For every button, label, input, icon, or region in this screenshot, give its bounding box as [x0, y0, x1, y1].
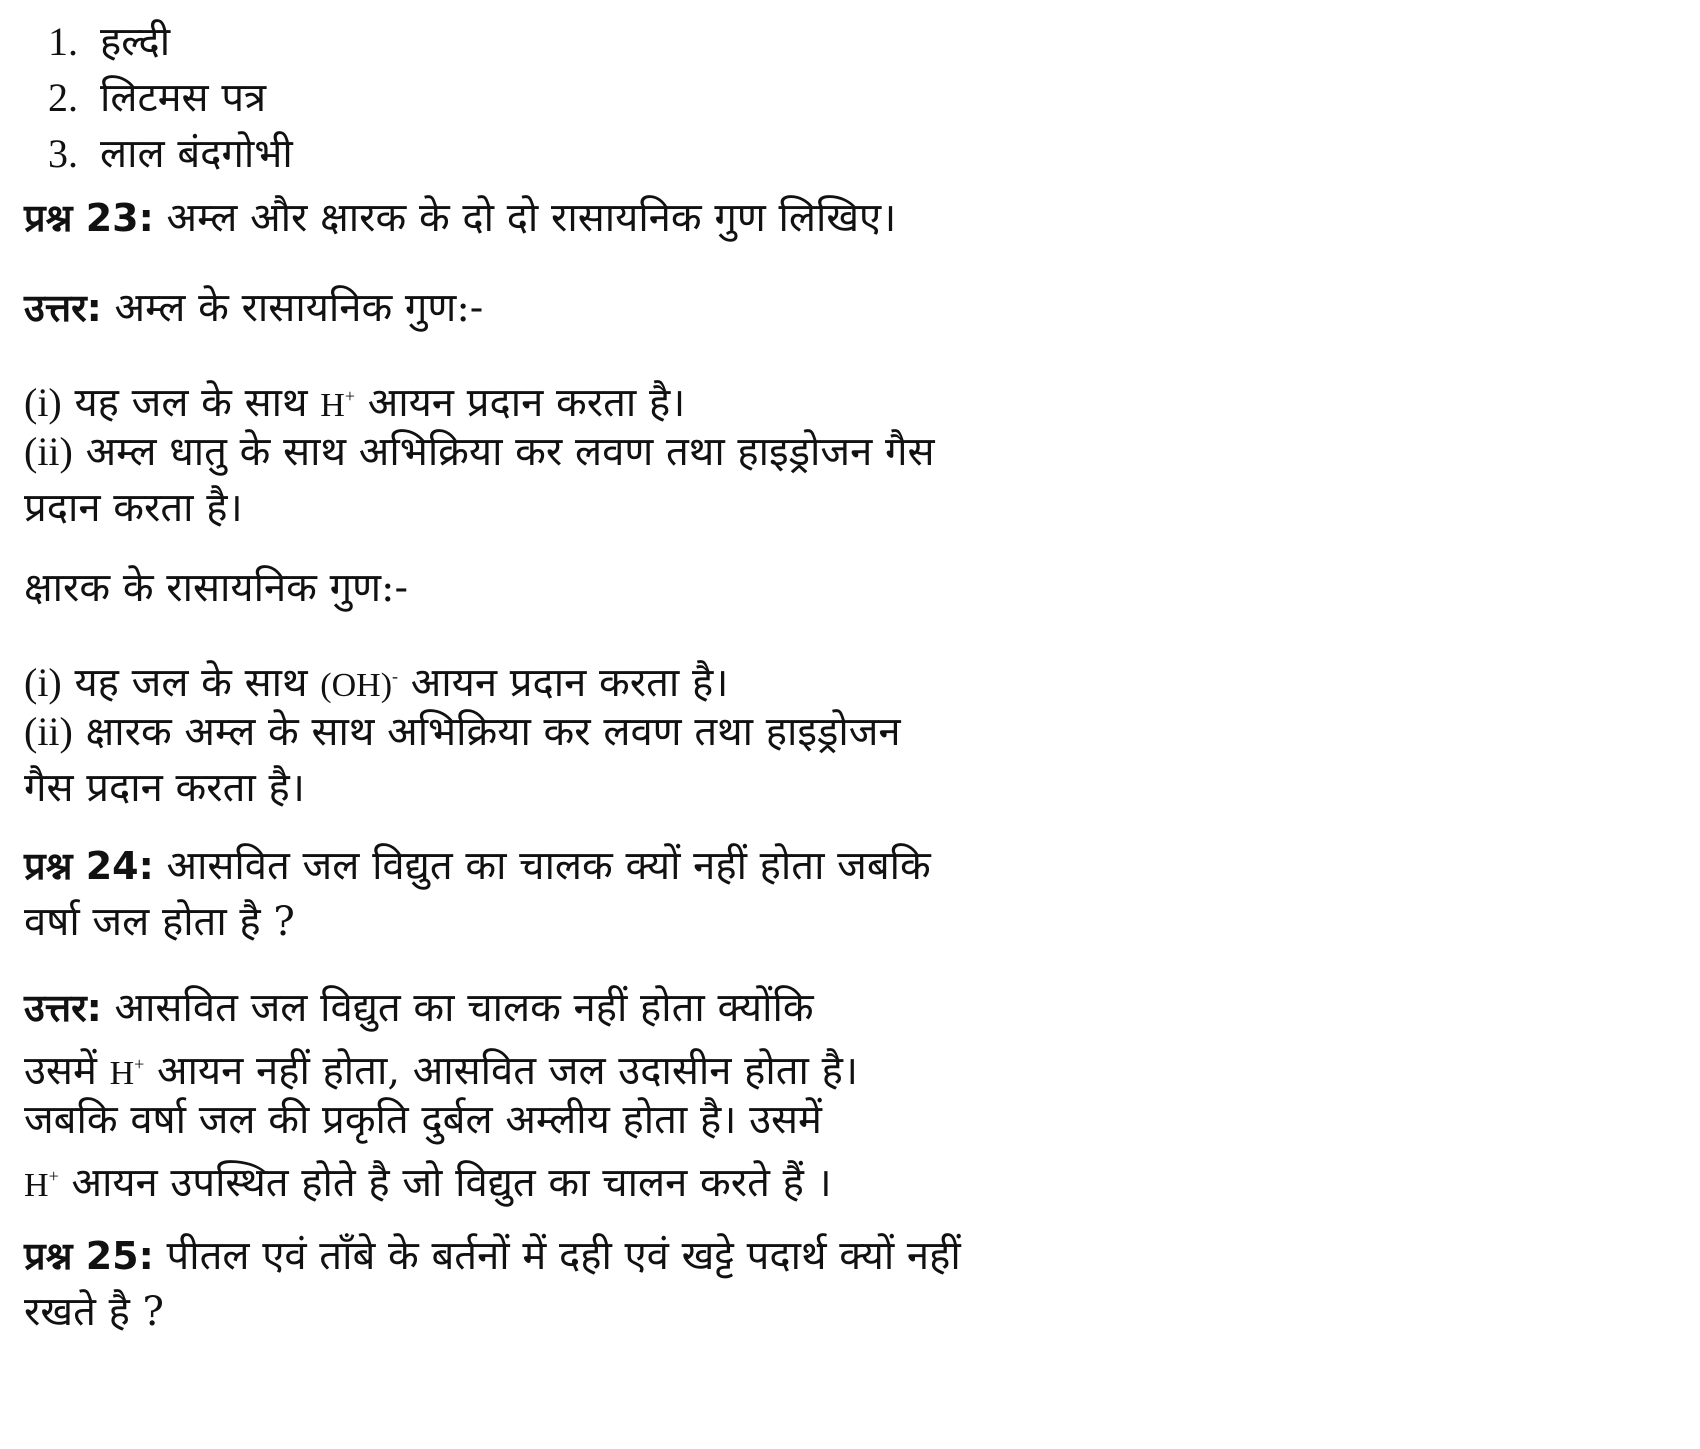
- indicator-list: [24, 14, 1664, 182]
- ion-symbol: H+: [109, 1054, 145, 1092]
- question-25: प्रश्न 25: पीतल एवं ताँबे के बर्तनों में दही एवं खट्टे पदार्थ क्यों नहीं रखते है ?: [24, 1233, 961, 1335]
- acid-properties: [24, 368, 1664, 536]
- question-24: प्रश्न 24: आसवित जल विद्युत का चालक क्यों नहीं होता जबकि वर्षा जल होता है ?: [24, 843, 931, 945]
- acid-property-2-cont: प्रदान करता है।: [24, 485, 243, 531]
- base-properties: [24, 648, 1664, 816]
- base-property-1: (i) यह जल के साथ (OH)- आयन प्रदान करता है।: [24, 660, 729, 706]
- ion-symbol: H+: [320, 386, 355, 424]
- answer-label: उत्तर:: [24, 986, 102, 1030]
- question-label: प्रश्न 24:: [24, 844, 154, 888]
- question-text: अम्ल और क्षारक के दो दो रासायनिक गुण लिखिए।: [166, 195, 897, 241]
- question-23: [24, 190, 1664, 246]
- acid-property-2: (ii) अम्ल धातु के साथ अभिक्रिया कर लवण तथा हाइड्रोजन गैस: [24, 429, 935, 475]
- answer-24: उत्तर: आसवित जल विद्युत का चालक नहीं होता क्योंकि उसमें H+ आयन नहीं होता, आसवित जल उदासीन होता है। जबकि वर्षा जल की प्रकृति दुर्बल अम्लीय होता है। उसमें H+ आयन उपस्थित होते है जो विद्युत का चालन करते हैं ।: [24, 985, 859, 1206]
- base-property-2: (ii) क्षारक अम्ल के साथ अभिक्रिया कर लवण तथा हाइड्रोजन: [24, 709, 901, 755]
- base-heading: क्षारक के रासायनिक गुण:-: [24, 565, 409, 611]
- list-item: 2. लिटमस पत्र: [48, 75, 267, 121]
- answer-heading: अम्ल के रासायनिक गुण:-: [114, 285, 484, 331]
- answer-23-heading: [24, 280, 1664, 336]
- question-label: प्रश्न 25:: [24, 1234, 154, 1278]
- answer-label: उत्तर:: [24, 286, 102, 330]
- list-item: 1. हल्दी: [48, 19, 171, 65]
- base-property-2-cont: गैस प्रदान करता है।: [24, 765, 305, 811]
- ion-symbol: H+: [24, 1166, 59, 1204]
- list-item: 3. लाल बंदगोभी: [48, 131, 293, 177]
- acid-property-1: (i) यह जल के साथ H+ आयन प्रदान करता है।: [24, 380, 686, 426]
- ion-symbol: (OH)-: [320, 666, 399, 704]
- question-label: प्रश्न 23:: [24, 196, 154, 240]
